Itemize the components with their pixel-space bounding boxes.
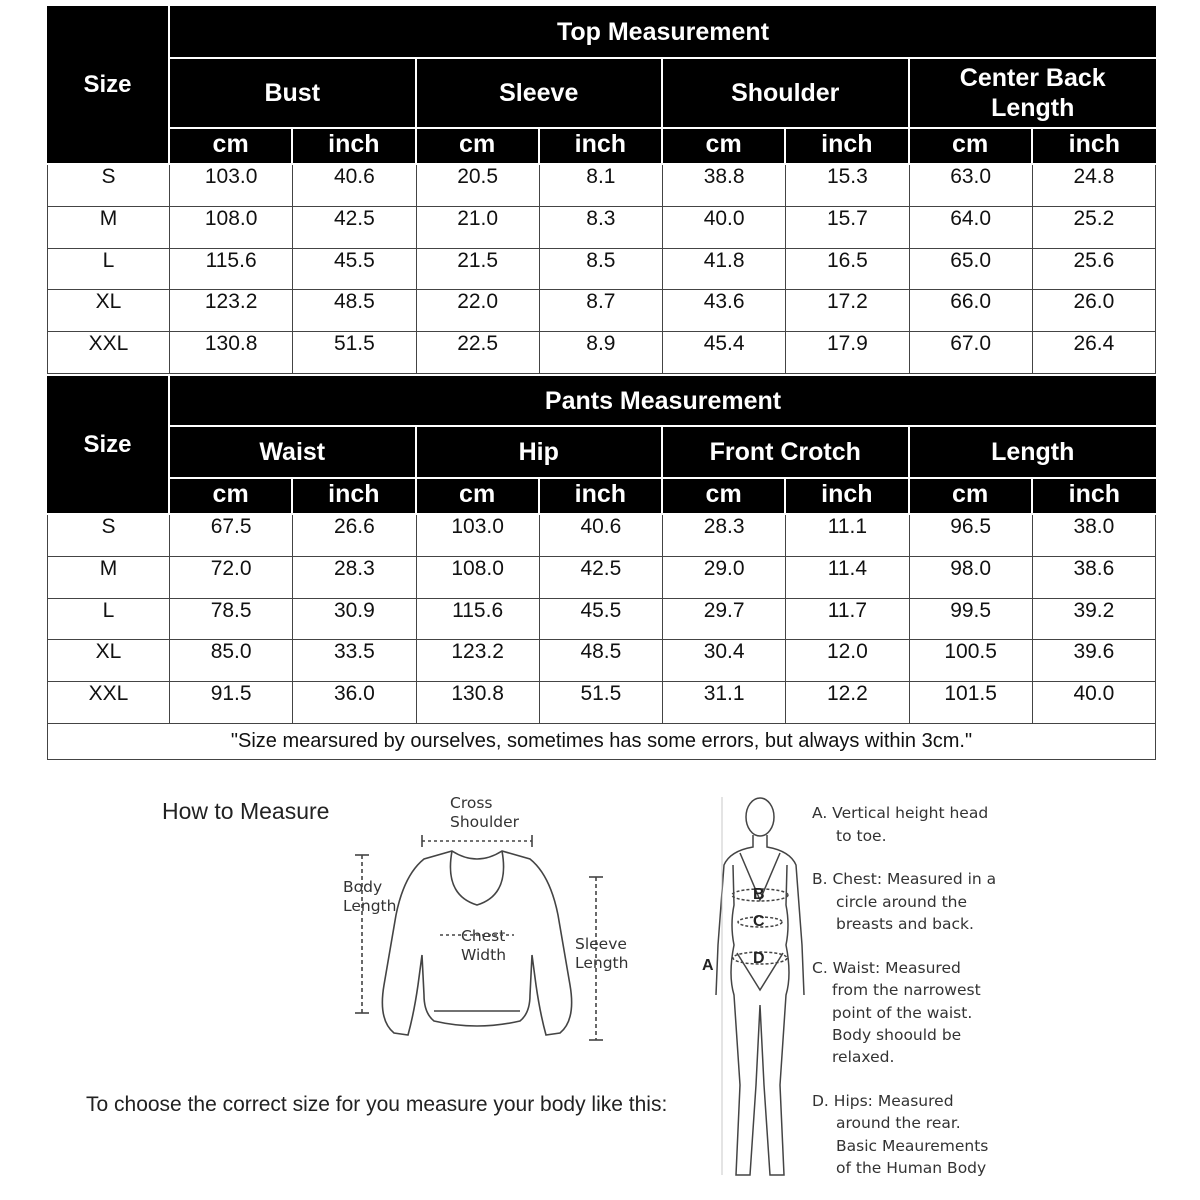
top-value-cell: 15.3: [786, 165, 909, 207]
human-body-figure: [700, 795, 810, 1190]
pants-unit-header: cm: [663, 479, 786, 515]
pants-value-cell: 103.0: [417, 515, 540, 557]
top-value-cell: 130.8: [170, 332, 293, 374]
note-c-line-4: Body shoould be: [832, 1025, 962, 1044]
pants-value-cell: 100.5: [910, 640, 1033, 682]
pants-value-cell: 48.5: [540, 640, 663, 682]
top-value-cell: 45.5: [293, 249, 416, 291]
note-c: [812, 957, 981, 1068]
pants-value-cell: 38.0: [1033, 515, 1156, 557]
pants-value-cell: 51.5: [540, 682, 663, 724]
top-value-cell: 21.0: [417, 207, 540, 249]
top-value-cell: 16.5: [786, 249, 909, 291]
figure-label-d: D: [753, 950, 765, 967]
pants-value-cell: 30.4: [663, 640, 786, 682]
cross-shoulder-label: [450, 794, 519, 832]
body-length-line-2: Length: [343, 897, 397, 915]
pants-value-cell: 11.1: [786, 515, 909, 557]
top-size-header: Size: [47, 6, 170, 165]
top-value-cell: 51.5: [293, 332, 416, 374]
note-d-line-4: of the Human Body: [836, 1158, 987, 1177]
pants-unit-header: inch: [540, 479, 663, 515]
pants-size-cell: XL: [47, 640, 170, 682]
note-a-line-2: to toe.: [836, 826, 887, 845]
top-unit-header: cm: [910, 129, 1033, 165]
top-unit-header: inch: [293, 129, 416, 165]
sleeve-header: Sleeve: [417, 59, 664, 129]
top-value-cell: 40.0: [663, 207, 786, 249]
pants-value-cell: 26.6: [293, 515, 416, 557]
pants-value-cell: 99.5: [910, 599, 1033, 641]
note-c-line-1: C. Waist: Measured: [812, 959, 961, 977]
top-value-cell: 26.4: [1033, 332, 1156, 374]
top-value-cell: 123.2: [170, 290, 293, 332]
body-length-line-1: Body: [343, 878, 383, 896]
pants-unit-header: inch: [1033, 479, 1156, 515]
top-value-cell: 8.5: [540, 249, 663, 291]
pants-value-cell: 101.5: [910, 682, 1033, 724]
note-b-line-1: B. Chest: Measured in a: [812, 870, 997, 888]
top-measurement-table: [47, 6, 1156, 374]
pants-value-cell: 38.6: [1033, 557, 1156, 599]
top-value-cell: 115.6: [170, 249, 293, 291]
note-a: [812, 802, 988, 847]
top-value-cell: 21.5: [417, 249, 540, 291]
how-to-measure-heading: How to Measure: [162, 798, 330, 824]
top-value-cell: 66.0: [910, 290, 1033, 332]
pants-value-cell: 29.7: [663, 599, 786, 641]
top-size-cell: XL: [47, 290, 170, 332]
pants-value-cell: 45.5: [540, 599, 663, 641]
top-value-cell: 38.8: [663, 165, 786, 207]
top-unit-header: cm: [417, 129, 540, 165]
sleeve-length-line-2: Length: [575, 954, 629, 972]
top-value-cell: 25.6: [1033, 249, 1156, 291]
top-value-cell: 43.6: [663, 290, 786, 332]
top-value-cell: 26.0: [1033, 290, 1156, 332]
top-value-cell: 108.0: [170, 207, 293, 249]
pants-value-cell: 33.5: [293, 640, 416, 682]
pants-value-cell: 78.5: [170, 599, 293, 641]
pants-value-cell: 12.0: [786, 640, 909, 682]
top-value-cell: 8.1: [540, 165, 663, 207]
top-unit-header: inch: [786, 129, 909, 165]
cross-shoulder-line-1: Cross: [450, 794, 493, 812]
top-value-cell: 64.0: [910, 207, 1033, 249]
top-value-cell: 17.9: [786, 332, 909, 374]
top-value-cell: 103.0: [170, 165, 293, 207]
note-a-line-1: A. Vertical height head: [812, 804, 989, 822]
top-value-cell: 40.6: [293, 165, 416, 207]
note-b: [812, 868, 996, 936]
figure-label-b: B: [753, 886, 765, 903]
pants-title: Pants Measurement: [170, 376, 1156, 427]
center-back-length-header: Center Back Length: [910, 59, 1157, 129]
top-unit-header: cm: [170, 129, 293, 165]
pants-value-cell: 40.0: [1033, 682, 1156, 724]
pants-unit-header: cm: [417, 479, 540, 515]
pants-value-cell: 31.1: [663, 682, 786, 724]
note-c-line-2: from the narrowest: [832, 981, 981, 1000]
hip-header: Hip: [417, 427, 664, 479]
top-value-cell: 8.7: [540, 290, 663, 332]
top-value-cell: 20.5: [417, 165, 540, 207]
note-d: [812, 1090, 988, 1179]
pants-value-cell: 123.2: [417, 640, 540, 682]
bust-header: Bust: [170, 59, 417, 129]
chest-width-line-2: Width: [461, 946, 507, 964]
top-size-cell: XXL: [47, 332, 170, 374]
pants-value-cell: 72.0: [170, 557, 293, 599]
top-value-cell: 67.0: [910, 332, 1033, 374]
pants-value-cell: 96.5: [910, 515, 1033, 557]
pants-value-cell: 28.3: [663, 515, 786, 557]
figure-label-c: C: [753, 913, 765, 930]
top-title: Top Measurement: [170, 6, 1156, 59]
top-unit-header: inch: [540, 129, 663, 165]
figure-label-a: A: [702, 957, 714, 974]
pants-value-cell: 130.8: [417, 682, 540, 724]
top-value-cell: 41.8: [663, 249, 786, 291]
top-value-cell: 63.0: [910, 165, 1033, 207]
top-value-cell: 25.2: [1033, 207, 1156, 249]
top-value-cell: 42.5: [293, 207, 416, 249]
top-value-cell: 24.8: [1033, 165, 1156, 207]
measurement-note: "Size mearsured by ourselves, sometimes has some errors, but always within 3cm.": [47, 724, 1156, 760]
top-value-cell: 45.4: [663, 332, 786, 374]
pants-value-cell: 67.5: [170, 515, 293, 557]
pants-value-cell: 85.0: [170, 640, 293, 682]
chest-width-line-1: Chest: [461, 927, 506, 945]
pants-size-cell: XXL: [47, 682, 170, 724]
note-b-line-3: breasts and back.: [836, 915, 974, 933]
pants-value-cell: 28.3: [293, 557, 416, 599]
pants-value-cell: 39.2: [1033, 599, 1156, 641]
pants-value-cell: 42.5: [540, 557, 663, 599]
sleeve-length-line-1: Sleeve: [575, 935, 627, 953]
pants-value-cell: 30.9: [293, 599, 416, 641]
sweater-diagram: [340, 835, 630, 1055]
pants-unit-header: inch: [786, 479, 909, 515]
top-value-cell: 15.7: [786, 207, 909, 249]
top-value-cell: 8.3: [540, 207, 663, 249]
pants-value-cell: 12.2: [786, 682, 909, 724]
note-d-line-3: Basic Meaurements: [836, 1136, 989, 1155]
top-unit-header: cm: [663, 129, 786, 165]
note-d-line-2: around the rear.: [836, 1114, 961, 1133]
front-crotch-header: Front Crotch: [663, 427, 910, 479]
pants-unit-header: cm: [910, 479, 1033, 515]
pants-size-cell: M: [47, 557, 170, 599]
shoulder-header: Shoulder: [663, 59, 910, 129]
top-size-cell: M: [47, 207, 170, 249]
pants-value-cell: 115.6: [417, 599, 540, 641]
top-size-cell: L: [47, 249, 170, 291]
note-d-line-1: D. Hips: Measured: [812, 1092, 954, 1110]
top-value-cell: 8.9: [540, 332, 663, 374]
note-c-line-3: point of the waist.: [832, 1003, 973, 1022]
pants-value-cell: 11.7: [786, 599, 909, 641]
waist-header: Waist: [170, 427, 417, 479]
pants-value-cell: 98.0: [910, 557, 1033, 599]
pants-value-cell: 39.6: [1033, 640, 1156, 682]
pants-unit-header: inch: [293, 479, 416, 515]
top-size-cell: S: [47, 165, 170, 207]
top-value-cell: 22.5: [417, 332, 540, 374]
pants-length-header: Length: [910, 427, 1157, 479]
cross-shoulder-line-2: Shoulder: [450, 813, 520, 831]
pants-measurement-table: [47, 376, 1156, 760]
top-value-cell: 22.0: [417, 290, 540, 332]
pants-value-cell: 108.0: [417, 557, 540, 599]
pants-value-cell: 40.6: [540, 515, 663, 557]
top-unit-header: inch: [1033, 129, 1156, 165]
pants-size-cell: S: [47, 515, 170, 557]
note-b-line-2: circle around the: [836, 892, 968, 911]
pants-value-cell: 11.4: [786, 557, 909, 599]
top-value-cell: 17.2: [786, 290, 909, 332]
note-c-line-5: relaxed.: [832, 1048, 895, 1067]
instruction-text: To choose the correct size for you measure your body like this:: [86, 1093, 668, 1116]
pants-size-cell: L: [47, 599, 170, 641]
top-value-cell: 48.5: [293, 290, 416, 332]
pants-unit-header: cm: [170, 479, 293, 515]
pants-value-cell: 29.0: [663, 557, 786, 599]
pants-value-cell: 91.5: [170, 682, 293, 724]
pants-value-cell: 36.0: [293, 682, 416, 724]
top-value-cell: 65.0: [910, 249, 1033, 291]
pants-size-header: Size: [47, 376, 170, 515]
